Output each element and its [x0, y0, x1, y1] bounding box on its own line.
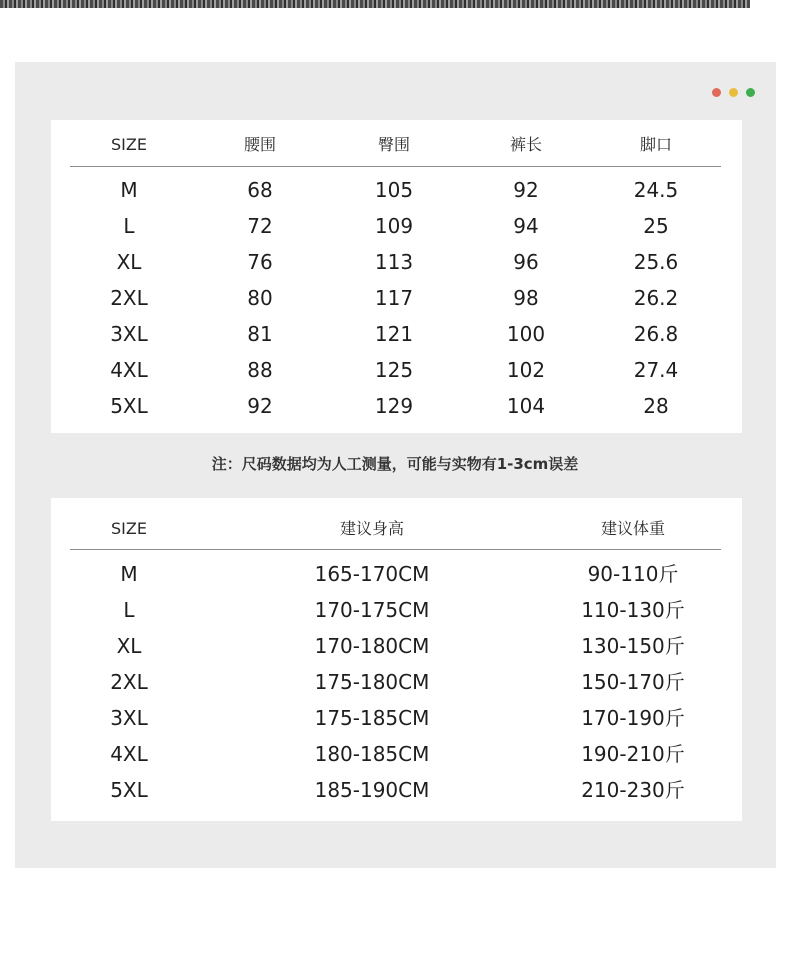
measurement-note: 注：尺码数据均为人工测量，可能与实物有1-3cm误差 — [211, 455, 579, 473]
cell-weight: 110-130斤 — [581, 598, 685, 622]
cell-height: 185-190CM — [314, 778, 430, 802]
cell-size: 5XL — [110, 394, 148, 418]
cell-length: 102 — [506, 358, 546, 382]
cell-length: 98 — [513, 286, 539, 310]
cell-size: 3XL — [110, 706, 148, 730]
cell-weight: 190-210斤 — [581, 742, 685, 766]
table-row — [51, 391, 742, 421]
cell-size: 4XL — [110, 742, 148, 766]
cell-hip: 109 — [374, 214, 414, 238]
cell-height: 165-170CM — [314, 562, 430, 586]
cell-waist: 88 — [247, 358, 273, 382]
cell-size: XL — [116, 250, 142, 274]
cell-waist: 68 — [247, 178, 273, 202]
window-dots — [712, 88, 755, 97]
cell-size: 2XL — [110, 670, 148, 694]
cell-height: 175-180CM — [314, 670, 430, 694]
cell-leg-opening: 25.6 — [633, 250, 679, 274]
table-row — [51, 355, 742, 385]
header-divider — [70, 549, 721, 550]
table-row — [51, 211, 742, 241]
cell-size: 2XL — [110, 286, 148, 310]
header-hip: 臀围 — [377, 135, 410, 154]
header-waist: 腰围 — [243, 135, 276, 154]
cell-hip: 125 — [374, 358, 414, 382]
cell-waist: 81 — [247, 322, 273, 346]
cell-height: 170-180CM — [314, 634, 430, 658]
table-row — [51, 667, 742, 697]
cell-leg-opening: 24.5 — [633, 178, 679, 202]
cell-hip: 129 — [374, 394, 414, 418]
cell-height: 170-175CM — [314, 598, 430, 622]
cell-hip: 105 — [374, 178, 414, 202]
cell-length: 94 — [513, 214, 539, 238]
table-row — [51, 175, 742, 205]
photo-strip — [0, 0, 750, 8]
cell-size: L — [123, 214, 135, 238]
cell-height: 180-185CM — [314, 742, 430, 766]
cell-weight: 210-230斤 — [581, 778, 685, 802]
measurement-table — [51, 120, 742, 433]
cell-weight: 130-150斤 — [581, 634, 685, 658]
cell-size: 4XL — [110, 358, 148, 382]
cell-weight: 150-170斤 — [581, 670, 685, 694]
header-divider — [70, 166, 721, 167]
cell-waist: 72 — [247, 214, 273, 238]
header-length: 裤长 — [509, 135, 542, 154]
table-header — [51, 130, 742, 160]
yellow-dot-icon — [729, 88, 738, 97]
table-row — [51, 559, 742, 589]
header-size: SIZE — [111, 519, 147, 538]
cell-leg-opening: 27.4 — [633, 358, 679, 382]
table-row — [51, 631, 742, 661]
header-leg-opening: 脚口 — [639, 135, 672, 154]
cell-weight: 170-190斤 — [581, 706, 685, 730]
cell-size: M — [120, 562, 138, 586]
cell-leg-opening: 26.8 — [633, 322, 679, 346]
cell-waist: 80 — [247, 286, 273, 310]
header-weight: 建议体重 — [600, 519, 665, 538]
cell-leg-opening: 26.2 — [633, 286, 679, 310]
green-dot-icon — [746, 88, 755, 97]
header-height: 建议身高 — [339, 519, 404, 538]
cell-length: 96 — [513, 250, 539, 274]
cell-hip: 121 — [374, 322, 414, 346]
cell-leg-opening: 25 — [643, 214, 669, 238]
cell-waist: 76 — [247, 250, 273, 274]
cell-weight: 90-110斤 — [587, 562, 679, 586]
cell-length: 92 — [513, 178, 539, 202]
cell-size: 5XL — [110, 778, 148, 802]
table-row — [51, 739, 742, 769]
cell-waist: 92 — [247, 394, 273, 418]
cell-leg-opening: 28 — [643, 394, 669, 418]
cell-size: 3XL — [110, 322, 148, 346]
cell-length: 104 — [506, 394, 546, 418]
table-row — [51, 319, 742, 349]
table-header — [51, 514, 742, 544]
cell-size: L — [123, 598, 135, 622]
table-row — [51, 703, 742, 733]
cell-height: 175-185CM — [314, 706, 430, 730]
red-dot-icon — [712, 88, 721, 97]
cell-length: 100 — [506, 322, 546, 346]
cell-size: XL — [116, 634, 142, 658]
cell-hip: 113 — [374, 250, 414, 274]
recommendation-table — [51, 498, 742, 821]
table-row — [51, 775, 742, 805]
table-row — [51, 283, 742, 313]
table-row — [51, 595, 742, 625]
cell-hip: 117 — [374, 286, 414, 310]
cell-size: M — [120, 178, 138, 202]
header-size: SIZE — [111, 135, 147, 154]
table-row — [51, 247, 742, 277]
